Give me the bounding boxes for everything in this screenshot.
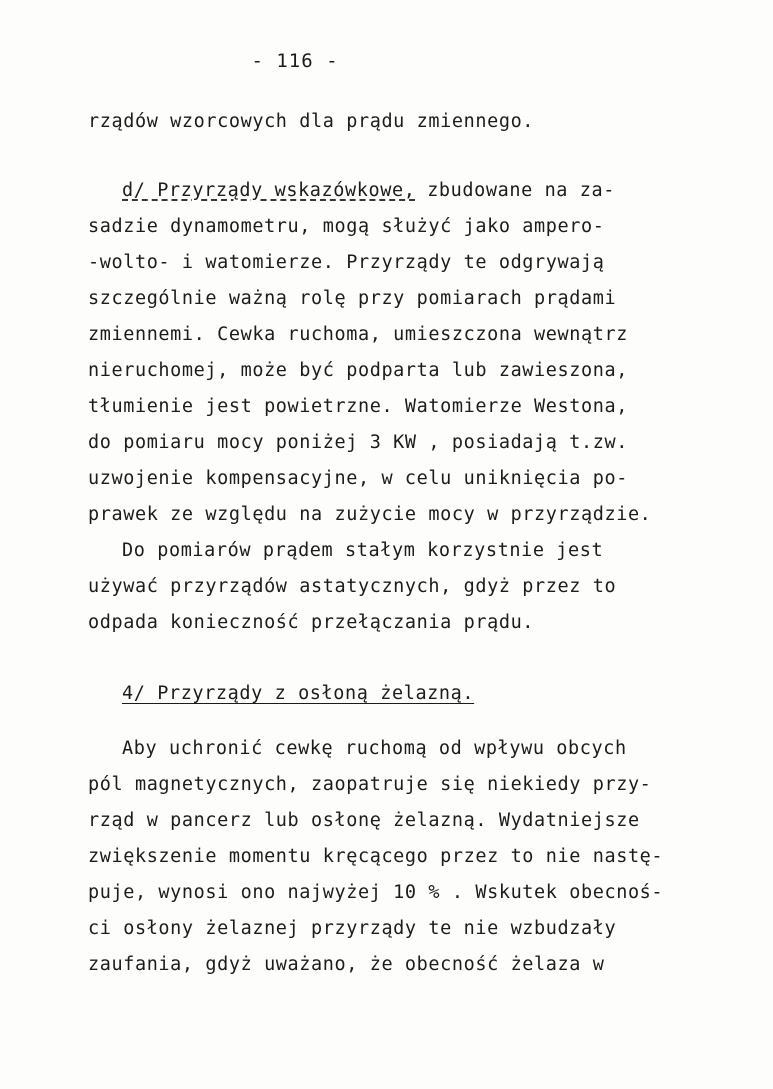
section-heading-4: 4/ Przyrządy z osłoną żelazną. [122, 683, 475, 704]
text-line: -wolto- i watomierze. Przyrządy te odgrywają [88, 252, 605, 273]
section-heading-d [122, 180, 615, 201]
text-line: rządów wzorcowych dla prądu zmiennego. [88, 111, 535, 132]
text-line: do pomiaru mocy poniżej 3 KW , posiadają t.zw. [88, 432, 628, 453]
text-line: Aby uchronić cewkę ruchomą od wpływu obcych [122, 738, 627, 759]
text-line: pól magnetycznych, zaopatruje się niekiedy przy- [88, 774, 652, 795]
text-line: Do pomiarów prądem stałym korzystnie jest [122, 540, 604, 561]
text-line: prawek ze względu na zużycie mocy w przyrządzie. [88, 504, 652, 525]
text-line: zaufania, gdyż uważano, że obecność żelaza w [88, 954, 605, 975]
section-heading-label: d/ Przyrządy wskazówkowe, [122, 180, 416, 201]
text-line: szczególnie ważną rolę przy pomiarach prądami [88, 288, 617, 309]
text-line: odpada konieczność przełączania prądu. [88, 612, 535, 633]
text-line: ci osłony żelaznej przyrządy te nie wzbudzały [88, 918, 617, 939]
text-line: tłumienie jest powietrzne. Watomierze Westona, [88, 396, 628, 417]
text-line: rząd w pancerz lub osłonę żelazną. Wydatniejsze [88, 810, 640, 831]
text-line: zmiennemi. Cewka ruchoma, umieszczona wewnątrz [88, 324, 628, 345]
text-line: używać przyrządów astatycznych, gdyż przez to [88, 576, 617, 597]
text-line: uzwojenie kompensacyjne, w celu uniknięcia po- [88, 468, 628, 489]
page-number: - 116 - [251, 50, 339, 72]
text-line: sadzie dynamometru, mogą służyć jako ampero- [88, 216, 605, 237]
text-line: zwiększenie momentu kręcącego przez to nie nastę- [88, 846, 664, 867]
text-line: nieruchomej, może być podparta lub zawieszona, [88, 360, 628, 381]
text-line: puje, wynosi ono najwyżej 10 % . Wskutek obecnoś- [88, 882, 664, 903]
text-line-fragment: zbudowane na za- [415, 180, 615, 201]
